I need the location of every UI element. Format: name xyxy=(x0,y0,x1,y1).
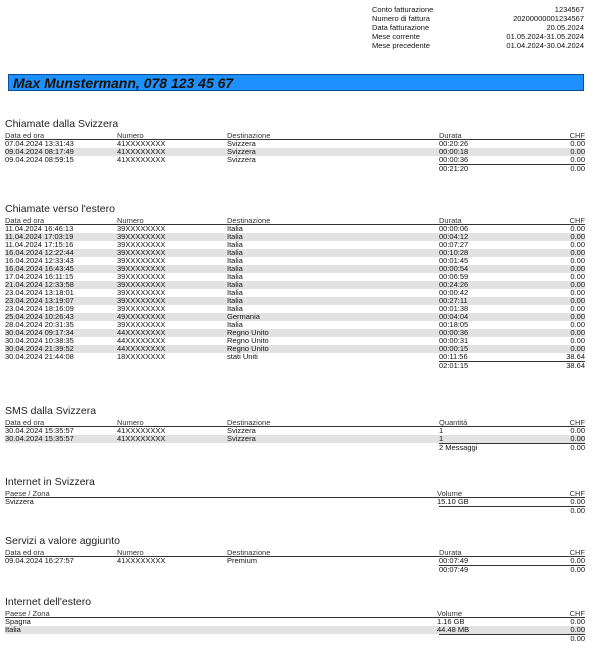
table-row xyxy=(5,321,585,329)
table-row xyxy=(5,265,585,273)
col-number: Numero xyxy=(117,216,144,225)
cell-number: 44XXXXXXXX xyxy=(117,336,166,345)
table-row xyxy=(5,337,585,345)
cell-chf: 0.00 xyxy=(570,288,585,297)
cell-duration: 00:07:27 xyxy=(439,240,469,249)
table-row xyxy=(5,313,585,321)
cell-duration: 00:00:06 xyxy=(439,224,469,233)
cell-duration: 00:18:05 xyxy=(439,320,469,329)
cell-duration: 00:00:15 xyxy=(439,344,469,353)
cell-number: 39XXXXXXXX xyxy=(117,256,166,265)
table-row xyxy=(5,427,585,435)
cell-date: 09.04.2024 08:59:15 xyxy=(5,155,74,164)
cell-chf: 0.00 xyxy=(570,272,585,281)
total-chf: 0.00 xyxy=(570,164,585,173)
cell-number: 39XXXXXXXX xyxy=(117,280,166,289)
cell-duration: 00:01:45 xyxy=(439,256,469,265)
col-zone: Paese / Zona xyxy=(5,489,50,498)
cell-chf: 0.00 xyxy=(570,155,585,164)
col-duration: Durata xyxy=(439,548,462,557)
cell-date: 09.04.2024 08:17:49 xyxy=(5,147,74,156)
cell-chf: 0.00 xyxy=(570,232,585,241)
cell-chf: 38.64 xyxy=(566,352,585,361)
cell-chf: 0.00 xyxy=(570,224,585,233)
col-date: Data ed ora xyxy=(5,418,45,427)
table-row xyxy=(5,626,585,634)
cell-chf: 0.00 xyxy=(570,617,585,626)
cell-number: 39XXXXXXXX xyxy=(117,264,166,273)
table-row xyxy=(5,225,585,233)
cell-date: 23.04.2024 18:16:09 xyxy=(5,304,74,313)
cell-duration: 00:06:59 xyxy=(439,272,469,281)
cell-date: 11.04.2024 17:03:19 xyxy=(5,232,74,241)
table-row xyxy=(5,257,585,265)
cell-number: 39XXXXXXXX xyxy=(117,320,166,329)
cell-date: 25.04.2024 10:26:43 xyxy=(5,312,74,321)
table-body xyxy=(5,140,585,164)
meta-label: Mese precedente xyxy=(372,40,430,50)
section-title: Chiamate dalla Svizzera xyxy=(5,118,119,130)
col-chf: CHF xyxy=(569,131,585,140)
cell-chf: 0.00 xyxy=(570,336,585,345)
cell-chf: 0.00 xyxy=(570,320,585,329)
totals-divider xyxy=(439,634,585,635)
cell-chf: 0.00 xyxy=(570,139,585,148)
cell-number: 39XXXXXXXX xyxy=(117,272,166,281)
cell-chf: 0.00 xyxy=(570,344,585,353)
cell-date: 23.04.2024 13:18:01 xyxy=(5,288,74,297)
cell-destination: Svizzera xyxy=(227,139,256,148)
meta-value: 01.05.2024-31.05.2024 xyxy=(506,31,584,41)
cell-destination: Regno Unito xyxy=(227,344,269,353)
cell-date: 11.04.2024 16:46:13 xyxy=(5,224,74,233)
table-row xyxy=(5,353,585,361)
cell-chf: 0.00 xyxy=(570,280,585,289)
customer-name-phone: Max Munstermann, 078 123 45 67 xyxy=(13,75,234,91)
cell-duration: 00:27:11 xyxy=(439,296,468,305)
section-title: SMS dalla Svizzera xyxy=(5,405,97,417)
cell-duration: 00:00:36 xyxy=(439,155,469,164)
table-body xyxy=(5,427,585,443)
cell-zone: Spagna xyxy=(5,617,31,626)
totals-row xyxy=(5,443,585,452)
col-volume: Volume xyxy=(437,609,463,618)
meta-value: 01.04.2024-30.04.2024 xyxy=(506,40,584,50)
cell-chf: 0.00 xyxy=(570,556,585,565)
table-row xyxy=(5,297,585,305)
table-row xyxy=(5,305,585,313)
cell-date: 30.04.2024 10:38:35 xyxy=(5,336,74,345)
cell-destination: Germania xyxy=(227,312,260,321)
cell-duration: 00:04:12 xyxy=(439,232,469,241)
table-body xyxy=(5,618,585,634)
section-internet-switzerland xyxy=(5,476,585,515)
cell-destination: Italia xyxy=(227,256,243,265)
table-row xyxy=(5,498,585,506)
totals-row xyxy=(5,565,585,574)
meta-label: Data fatturazione xyxy=(372,22,430,32)
section-value-added-services xyxy=(5,535,585,574)
cell-quantity: 1 xyxy=(439,426,444,435)
meta-row xyxy=(372,32,584,41)
cell-volume: 15.10 GB xyxy=(437,497,469,506)
cell-destination: Svizzera xyxy=(227,426,256,435)
cell-duration: 00:00:54 xyxy=(439,264,469,273)
cell-chf: 0.00 xyxy=(570,434,585,443)
cell-date: 30.04.2024 15:35:57 xyxy=(5,434,74,443)
cell-destination: Italia xyxy=(227,264,243,273)
cell-chf: 0.00 xyxy=(570,625,585,634)
cell-destination: Regno Unito xyxy=(227,328,269,337)
cell-destination: Italia xyxy=(227,232,243,241)
cell-date: 21.04.2024 12:33:58 xyxy=(5,280,74,289)
col-quantity: Quantità xyxy=(439,418,468,427)
cell-duration: 00:00:36 xyxy=(439,328,469,337)
cell-number: 39XXXXXXXX xyxy=(117,248,166,257)
cell-destination: Italia xyxy=(227,304,243,313)
table-row xyxy=(5,329,585,337)
cell-duration: 00:00:31 xyxy=(439,336,469,345)
cell-number: 39XXXXXXXX xyxy=(117,224,166,233)
invoice-meta xyxy=(372,5,584,50)
section-title: Internet in Svizzera xyxy=(5,476,95,488)
col-date: Data ed ora xyxy=(5,548,45,557)
table-row xyxy=(5,156,585,164)
cell-duration: 00:00:18 xyxy=(439,147,469,156)
table-row xyxy=(5,233,585,241)
cell-chf: 0.00 xyxy=(570,147,585,156)
col-zone: Paese / Zona xyxy=(5,609,50,618)
col-number: Numero xyxy=(117,418,144,427)
total-chf: 0.00 xyxy=(570,565,585,574)
cell-chf: 0.00 xyxy=(570,256,585,265)
cell-duration: 00:11:56 xyxy=(439,352,468,361)
cell-number: 49XXXXXXXX xyxy=(117,312,166,321)
table-body xyxy=(5,498,585,506)
cell-number: 39XXXXXXXX xyxy=(117,240,166,249)
meta-value: 20200000001234567 xyxy=(513,13,584,23)
table-header xyxy=(5,609,585,618)
cell-number: 39XXXXXXXX xyxy=(117,304,166,313)
cell-number: 41XXXXXXXX xyxy=(117,426,166,435)
customer-banner xyxy=(8,74,584,91)
table-row xyxy=(5,148,585,156)
col-destination: Destinazione xyxy=(227,216,271,225)
section-sms xyxy=(5,405,585,452)
cell-destination: Italia xyxy=(227,224,243,233)
totals-row xyxy=(5,164,585,173)
total-chf: 0.00 xyxy=(570,443,585,452)
col-chf: CHF xyxy=(569,489,585,498)
cell-destination: Italia xyxy=(227,240,243,249)
col-destination: Destinazione xyxy=(227,548,271,557)
cell-chf: 0.00 xyxy=(570,304,585,313)
table-body xyxy=(5,225,585,361)
cell-chf: 0.00 xyxy=(570,312,585,321)
table-header xyxy=(5,489,585,498)
meta-value: 1234567 xyxy=(554,4,584,14)
table-row xyxy=(5,618,585,626)
col-duration: Durata xyxy=(439,216,462,225)
cell-destination: Italia xyxy=(227,296,243,305)
cell-number: 44XXXXXXXX xyxy=(117,328,166,337)
col-chf: CHF xyxy=(569,609,585,618)
cell-date: 28.04.2024 20:31:35 xyxy=(5,320,74,329)
cell-number: 41XXXXXXXX xyxy=(117,556,166,565)
cell-date: 16.04.2024 16:43:45 xyxy=(5,264,74,273)
table-row xyxy=(5,281,585,289)
table-row xyxy=(5,273,585,281)
cell-chf: 0.00 xyxy=(570,426,585,435)
meta-label: Mese corrente xyxy=(372,31,420,41)
totals-row xyxy=(5,506,585,515)
total-duration: 00:07:49 xyxy=(439,565,469,574)
cell-destination: Regno Unito xyxy=(227,336,269,345)
table-row xyxy=(5,557,585,565)
table-header xyxy=(5,131,585,140)
cell-duration: 00:10:28 xyxy=(439,248,469,257)
total-quantity: 2 Messaggi xyxy=(439,443,478,452)
cell-chf: 0.00 xyxy=(570,328,585,337)
meta-row xyxy=(372,23,584,32)
table-row xyxy=(5,249,585,257)
table-row xyxy=(5,289,585,297)
cell-number: 41XXXXXXXX xyxy=(117,147,166,156)
cell-duration: 00:20:26 xyxy=(439,139,469,148)
meta-label: Numero di fattura xyxy=(372,13,430,23)
cell-zone: Italia xyxy=(5,625,21,634)
table-header xyxy=(5,418,585,427)
section-internet-abroad xyxy=(5,596,585,643)
cell-chf: 0.00 xyxy=(570,497,585,506)
meta-row xyxy=(372,14,584,23)
cell-date: 30.04.2024 21:39:52 xyxy=(5,344,74,353)
cell-volume: 1.16 GB xyxy=(437,617,465,626)
col-date: Data ed ora xyxy=(5,216,45,225)
meta-row xyxy=(372,5,584,14)
table-row xyxy=(5,345,585,353)
cell-destination: Premium xyxy=(227,556,258,565)
cell-destination: Italia xyxy=(227,280,243,289)
cell-duration: 00:00:42 xyxy=(439,288,469,297)
cell-date: 09.04.2024 16:27:57 xyxy=(5,556,74,565)
meta-row xyxy=(372,41,584,50)
totals-row xyxy=(5,634,585,643)
cell-number: 39XXXXXXXX xyxy=(117,288,166,297)
col-volume: Volume xyxy=(437,489,463,498)
col-chf: CHF xyxy=(569,216,585,225)
table-header xyxy=(5,216,585,225)
cell-destination: Svizzera xyxy=(227,434,256,443)
cell-number: 18XXXXXXXX xyxy=(117,352,166,361)
col-chf: CHF xyxy=(569,548,585,557)
col-destination: Destinazione xyxy=(227,131,271,140)
cell-number: 44XXXXXXXX xyxy=(117,344,166,353)
cell-destination: Italia xyxy=(227,248,243,257)
totals-divider xyxy=(439,506,585,507)
cell-date: 07.04.2024 13:31:43 xyxy=(5,139,74,148)
col-number: Numero xyxy=(117,131,144,140)
col-date: Data ed ora xyxy=(5,131,45,140)
cell-quantity: 1 xyxy=(439,434,444,443)
total-duration: 02:01:15 xyxy=(439,361,469,370)
cell-date: 30.04.2024 09:17:34 xyxy=(5,328,74,337)
cell-duration: 00:24:26 xyxy=(439,280,469,289)
cell-destination: Italia xyxy=(227,320,243,329)
cell-date: 17.04.2024 16:11:15 xyxy=(5,272,74,281)
col-duration: Durata xyxy=(439,131,462,140)
cell-date: 23.04.2024 13:19:07 xyxy=(5,296,74,305)
cell-destination: stati Uniti xyxy=(227,352,258,361)
cell-number: 39XXXXXXXX xyxy=(117,296,166,305)
cell-date: 30.04.2024 21:44:08 xyxy=(5,352,74,361)
cell-date: 16.04.2024 12:33:43 xyxy=(5,256,74,265)
cell-date: 16.04.2024 12:22:44 xyxy=(5,248,74,257)
cell-volume: 44.48 MB xyxy=(437,625,470,634)
meta-label: Conto fatturazione xyxy=(372,4,434,14)
cell-destination: Svizzera xyxy=(227,147,256,156)
col-destination: Destinazione xyxy=(227,418,271,427)
total-duration: 00:21:20 xyxy=(439,164,469,173)
cell-duration: 00:04:04 xyxy=(439,312,469,321)
table-body xyxy=(5,557,585,565)
cell-number: 39XXXXXXXX xyxy=(117,232,166,241)
total-chf: 38.64 xyxy=(566,361,585,370)
cell-date: 11.04.2024 17:15:16 xyxy=(5,240,74,249)
section-calls-abroad xyxy=(5,203,585,370)
cell-duration: 00:07:49 xyxy=(439,556,469,565)
cell-number: 41XXXXXXXX xyxy=(117,155,166,164)
cell-duration: 00:01:38 xyxy=(439,304,469,313)
col-chf: CHF xyxy=(569,418,585,427)
cell-chf: 0.00 xyxy=(570,296,585,305)
section-calls-switzerland xyxy=(5,118,585,173)
table-row xyxy=(5,140,585,148)
cell-chf: 0.00 xyxy=(570,264,585,273)
table-row xyxy=(5,241,585,249)
col-number: Numero xyxy=(117,548,144,557)
cell-destination: Italia xyxy=(227,288,243,297)
cell-chf: 0.00 xyxy=(570,248,585,257)
meta-value: 20.05.2024 xyxy=(546,22,584,32)
total-chf: 0.00 xyxy=(570,506,585,515)
total-chf: 0.00 xyxy=(570,634,585,643)
table-header xyxy=(5,548,585,557)
table-row xyxy=(5,435,585,443)
section-title: Chiamate verso l'estero xyxy=(5,203,115,215)
cell-number: 41XXXXXXXX xyxy=(117,434,166,443)
cell-date: 30.04.2024 15:35:57 xyxy=(5,426,74,435)
cell-zone: Svizzera xyxy=(5,497,34,506)
section-title: Internet dell'estero xyxy=(5,596,92,608)
cell-chf: 0.00 xyxy=(570,240,585,249)
cell-destination: Svizzera xyxy=(227,155,256,164)
cell-number: 41XXXXXXXX xyxy=(117,139,166,148)
totals-row xyxy=(5,361,585,370)
section-title: Servizi a valore aggiunto xyxy=(5,535,120,547)
cell-destination: Italia xyxy=(227,272,243,281)
